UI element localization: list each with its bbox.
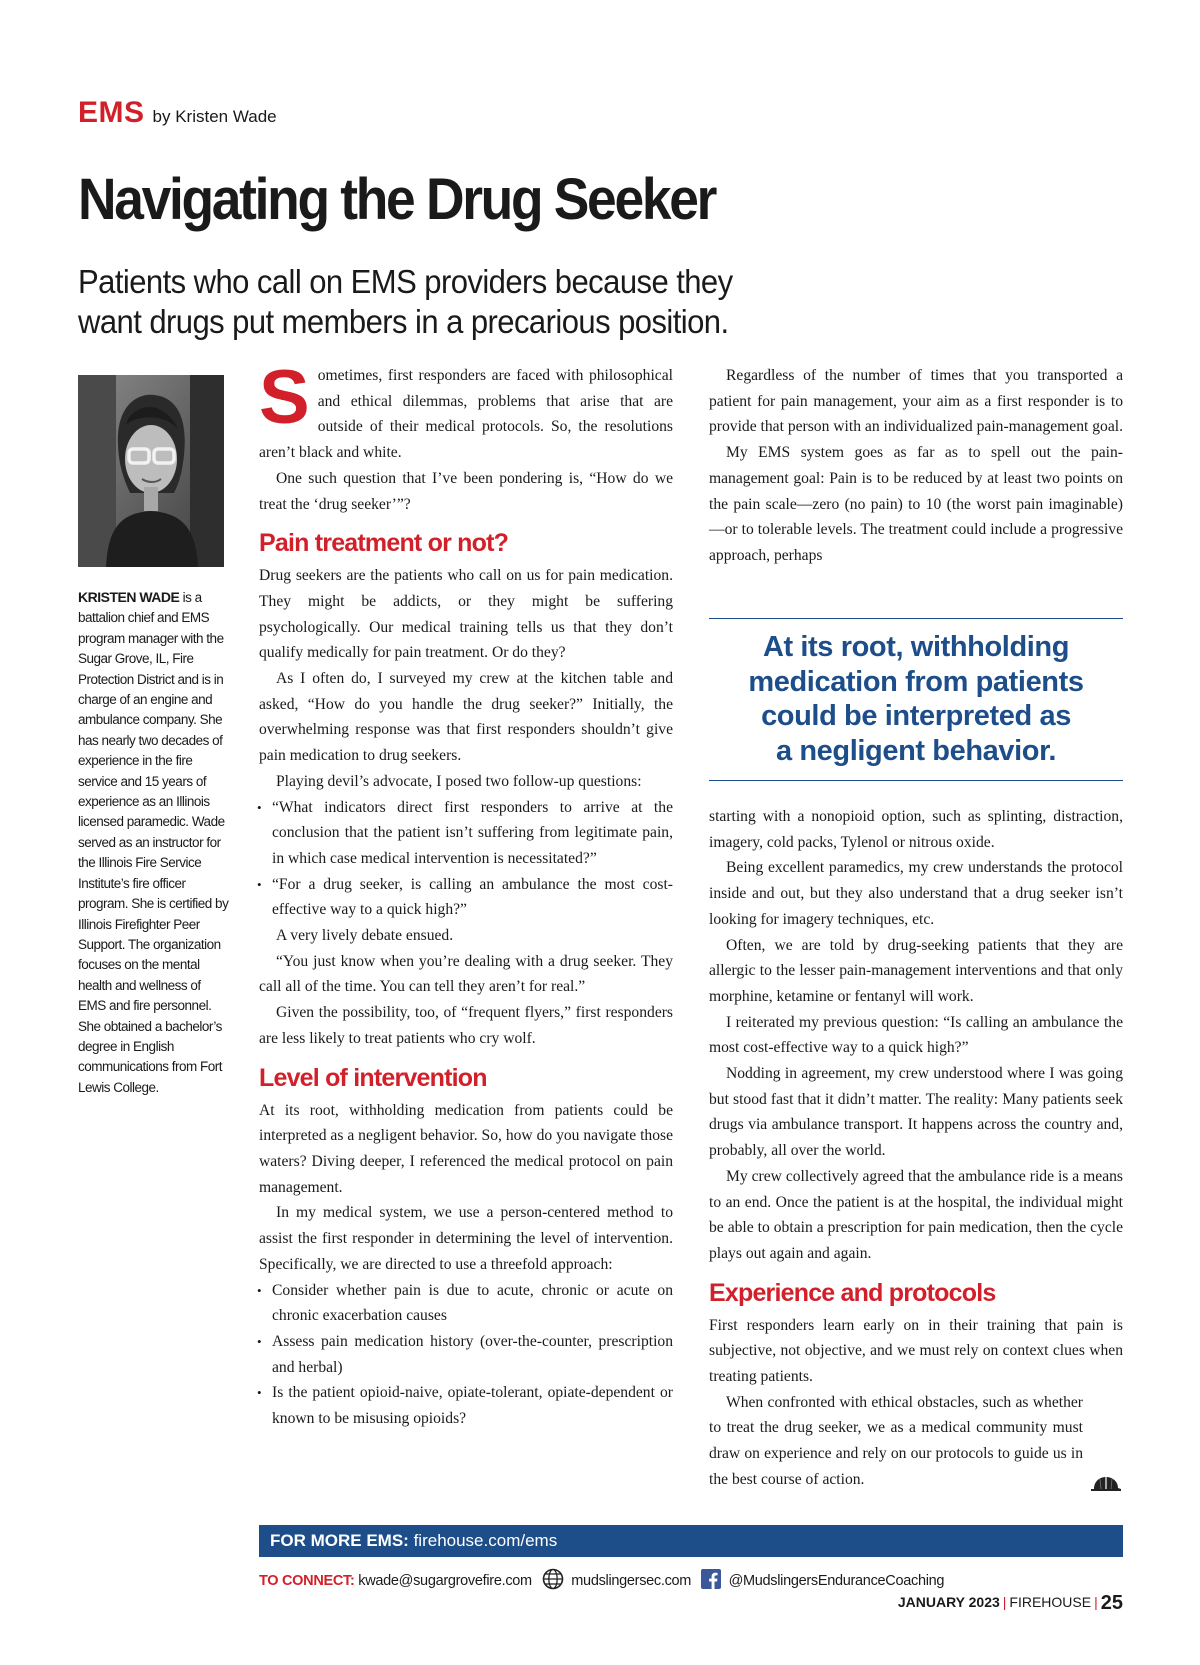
paragraph: I reiterated my previous question: “Is calling an ambulance the most cost-effective way to a quick high?” <box>709 1013 1123 1057</box>
pull-quote-line: a negligent behavior. <box>775 734 1057 767</box>
section-label: EMS <box>78 96 145 129</box>
followup-list <box>259 795 673 924</box>
headline: Navigating the Drug Seeker <box>78 167 716 232</box>
magazine-name: FIREHOUSE <box>1009 1594 1092 1610</box>
article-column-2-top <box>709 363 1123 569</box>
issue-date: JANUARY 2023 <box>897 1594 1000 1610</box>
pull-quote-line: At its root, withholding <box>762 631 1070 663</box>
helmet-end-icon <box>1090 1475 1122 1498</box>
pull-quote-line: could be interpreted as <box>761 700 1071 732</box>
byline: by Kristen Wade <box>152 107 277 126</box>
subhead-level-of-intervention: Level of intervention <box>259 1063 487 1092</box>
author-bio <box>78 587 230 1098</box>
paragraph: My EMS system goes as far as to spell out the pain-management goal: Pain is to be reduced by at least two points on the pain scale—zero (no pain) to 10 (the worst pain imaginable)—or to tolerable levels. The treatment could include a progressive approach, perhaps <box>709 444 1123 564</box>
paragraph: starting with a nonopioid option, such as splinting, distraction, imagery, cold packs, Tylenol or nitrous oxide. <box>709 808 1123 851</box>
email-link[interactable]: kwade@sugargrovefire.com <box>358 1572 532 1589</box>
paragraph: A very lively debate ensued. <box>276 927 454 945</box>
paragraph: Drug seekers are the patients who call on us for pain medication. They might be addicts, or they might be suffering psychologically. Our medical training tells us that they don’t qualify medically for pain treatment. Or do they? <box>259 567 673 662</box>
paragraph: First responders learn early on in their training that pain is subjective, not objective, and we must rely on context clues when treating patients. <box>709 1316 1123 1386</box>
subhead-experience-and-protocols: Experience and protocols <box>709 1278 996 1307</box>
connect-label: TO CONNECT: <box>259 1572 355 1589</box>
pull-quote-line: medication from patients <box>748 665 1084 698</box>
list-item: • Assess pain medication history (over-the-counter, prescription and herbal) <box>259 1329 673 1380</box>
section-kicker <box>78 96 277 130</box>
paragraph: Being excellent paramedics, my crew understands the protocol inside and out, but they also understand that a drug seeker isn’t looking for imagery techniques, etc. <box>709 859 1123 928</box>
paragraph: “You just know when you’re dealing with a drug seeker. They call all of the time. You can tell they aren’t for real.” <box>259 952 673 996</box>
paragraph: My crew collectively agreed that the ambulance ride is a means to an end. Once the patient is at the hospital, the individual might be able to obtain a prescription for pain medication, then the cycle plays out again and again. <box>709 1167 1123 1262</box>
paragraph: When confronted with ethical obstacles, such as whether to treat the drug seeker, we as a medical community must draw on experience and rely on our protocols to guide us in the best course of action. <box>709 1393 1083 1488</box>
paragraph: One such question that I’ve been pondering is, “How do we treat the ‘drug seeker’”? <box>259 469 673 513</box>
deck: Patients who call on EMS providers because they want drugs put members in a precarious position. <box>78 263 733 340</box>
list-item: • Is the patient opioid-naive, opiate-tolerant, opiate-dependent or known to be misusing opioids? <box>259 1380 673 1431</box>
paragraph: Playing devil’s advocate, I posed two follow-up questions: <box>276 772 642 790</box>
paragraph: As I often do, I surveyed my crew at the kitchen table and asked, “How do you handle the drug seeker?” Initially, the overwhelming response was that first responders shouldn’t give pain medication to drug seekers. <box>259 670 673 765</box>
list-item: • “What indicators direct first responders to arrive at the conclusion that the patient isn’t suffering from legitimate pain, in which case medical intervention is necessitated?” <box>259 795 673 872</box>
drop-cap: S <box>259 355 310 440</box>
author-bio-text: is a battalion chief and EMS program manager with the Sugar Grove, IL, Fire Protection District and is in charge of an engine and ambulance company. She has nearly two decades of experience in the fire service and 15 years of experience as an Illinois licensed paramedic. Wade served as an instructor for the Illinois Fire Service Institute’s fire officer program. She is certified by Illinois Firefighter Peer Support. The organization focuses on the mental health and wellness of EMS and fire personnel. She obtained a bachelor’s degree in English communications from Fort Lewis College. <box>78 590 229 1095</box>
author-name: KRISTEN WADE <box>78 589 180 605</box>
pull-quote <box>709 618 1123 781</box>
article-column-2-bottom <box>709 804 1123 1493</box>
more-link[interactable]: firehouse.com/ems <box>413 1531 558 1550</box>
page-number: 25 <box>1100 1592 1123 1614</box>
page-folio: JANUARY 2023 | FIREHOUSE | 25 <box>897 1592 1123 1614</box>
facebook-icon <box>701 1569 721 1593</box>
globe-icon <box>542 1568 564 1594</box>
list-item: • “For a drug seeker, is calling an ambulance the most cost-effective way to a quick high?” <box>259 872 673 923</box>
facebook-link[interactable]: @MudslingersEnduranceCoaching <box>728 1572 945 1589</box>
subhead-pain-treatment: Pain treatment or not? <box>259 529 509 558</box>
more-ems-bar <box>259 1525 1123 1557</box>
paragraph: In my medical system, we use a person-centered method to assist the first responder in determining the level of intervention. Specifically, we are directed to use a threefold approach: <box>259 1204 673 1273</box>
more-label: FOR MORE EMS: <box>270 1531 409 1550</box>
paragraph: Often, we are told by drug-seeking patients that they are allergic to the lesser pain-management interventions and that only morphine, ketamine or fentanyl will work. <box>709 936 1123 1005</box>
website-link[interactable]: mudslingersec.com <box>571 1572 692 1589</box>
article-column-1 <box>259 355 673 1432</box>
paragraph: Given the possibility, too, of “frequent flyers,” first responders are less likely to treat patients who cry wolf. <box>259 1004 673 1047</box>
connect-line <box>259 1568 944 1594</box>
author-photo <box>78 375 224 567</box>
threefold-list <box>259 1278 673 1432</box>
paragraph: At its root, withholding medication from patients could be interpreted as a negligent behavior. So, how do you navigate those waters? Diving deeper, I referenced the medical protocol on pain management. <box>259 1101 673 1196</box>
paragraph: Nodding in agreement, my crew understood where I was going but stood fast that it didn’t matter. The reality: Many patients seek drugs via ambulance transport. It happens across the country and, probably, all over the world. <box>709 1065 1123 1160</box>
paragraph: Regardless of the number of times that you transported a patient for pain management, your aim as a first responder is to provide that person with an individualized pain-management goal. <box>709 367 1123 436</box>
intro-paragraph: ometimes, first responders are faced with philosophical and ethical dilemmas, problems that arise that are outside of their medical protocols. So, the resolutions aren’t black and white. <box>259 367 673 462</box>
list-item: • Consider whether pain is due to acute, chronic or acute on chronic exacerbation causes <box>259 1278 673 1329</box>
